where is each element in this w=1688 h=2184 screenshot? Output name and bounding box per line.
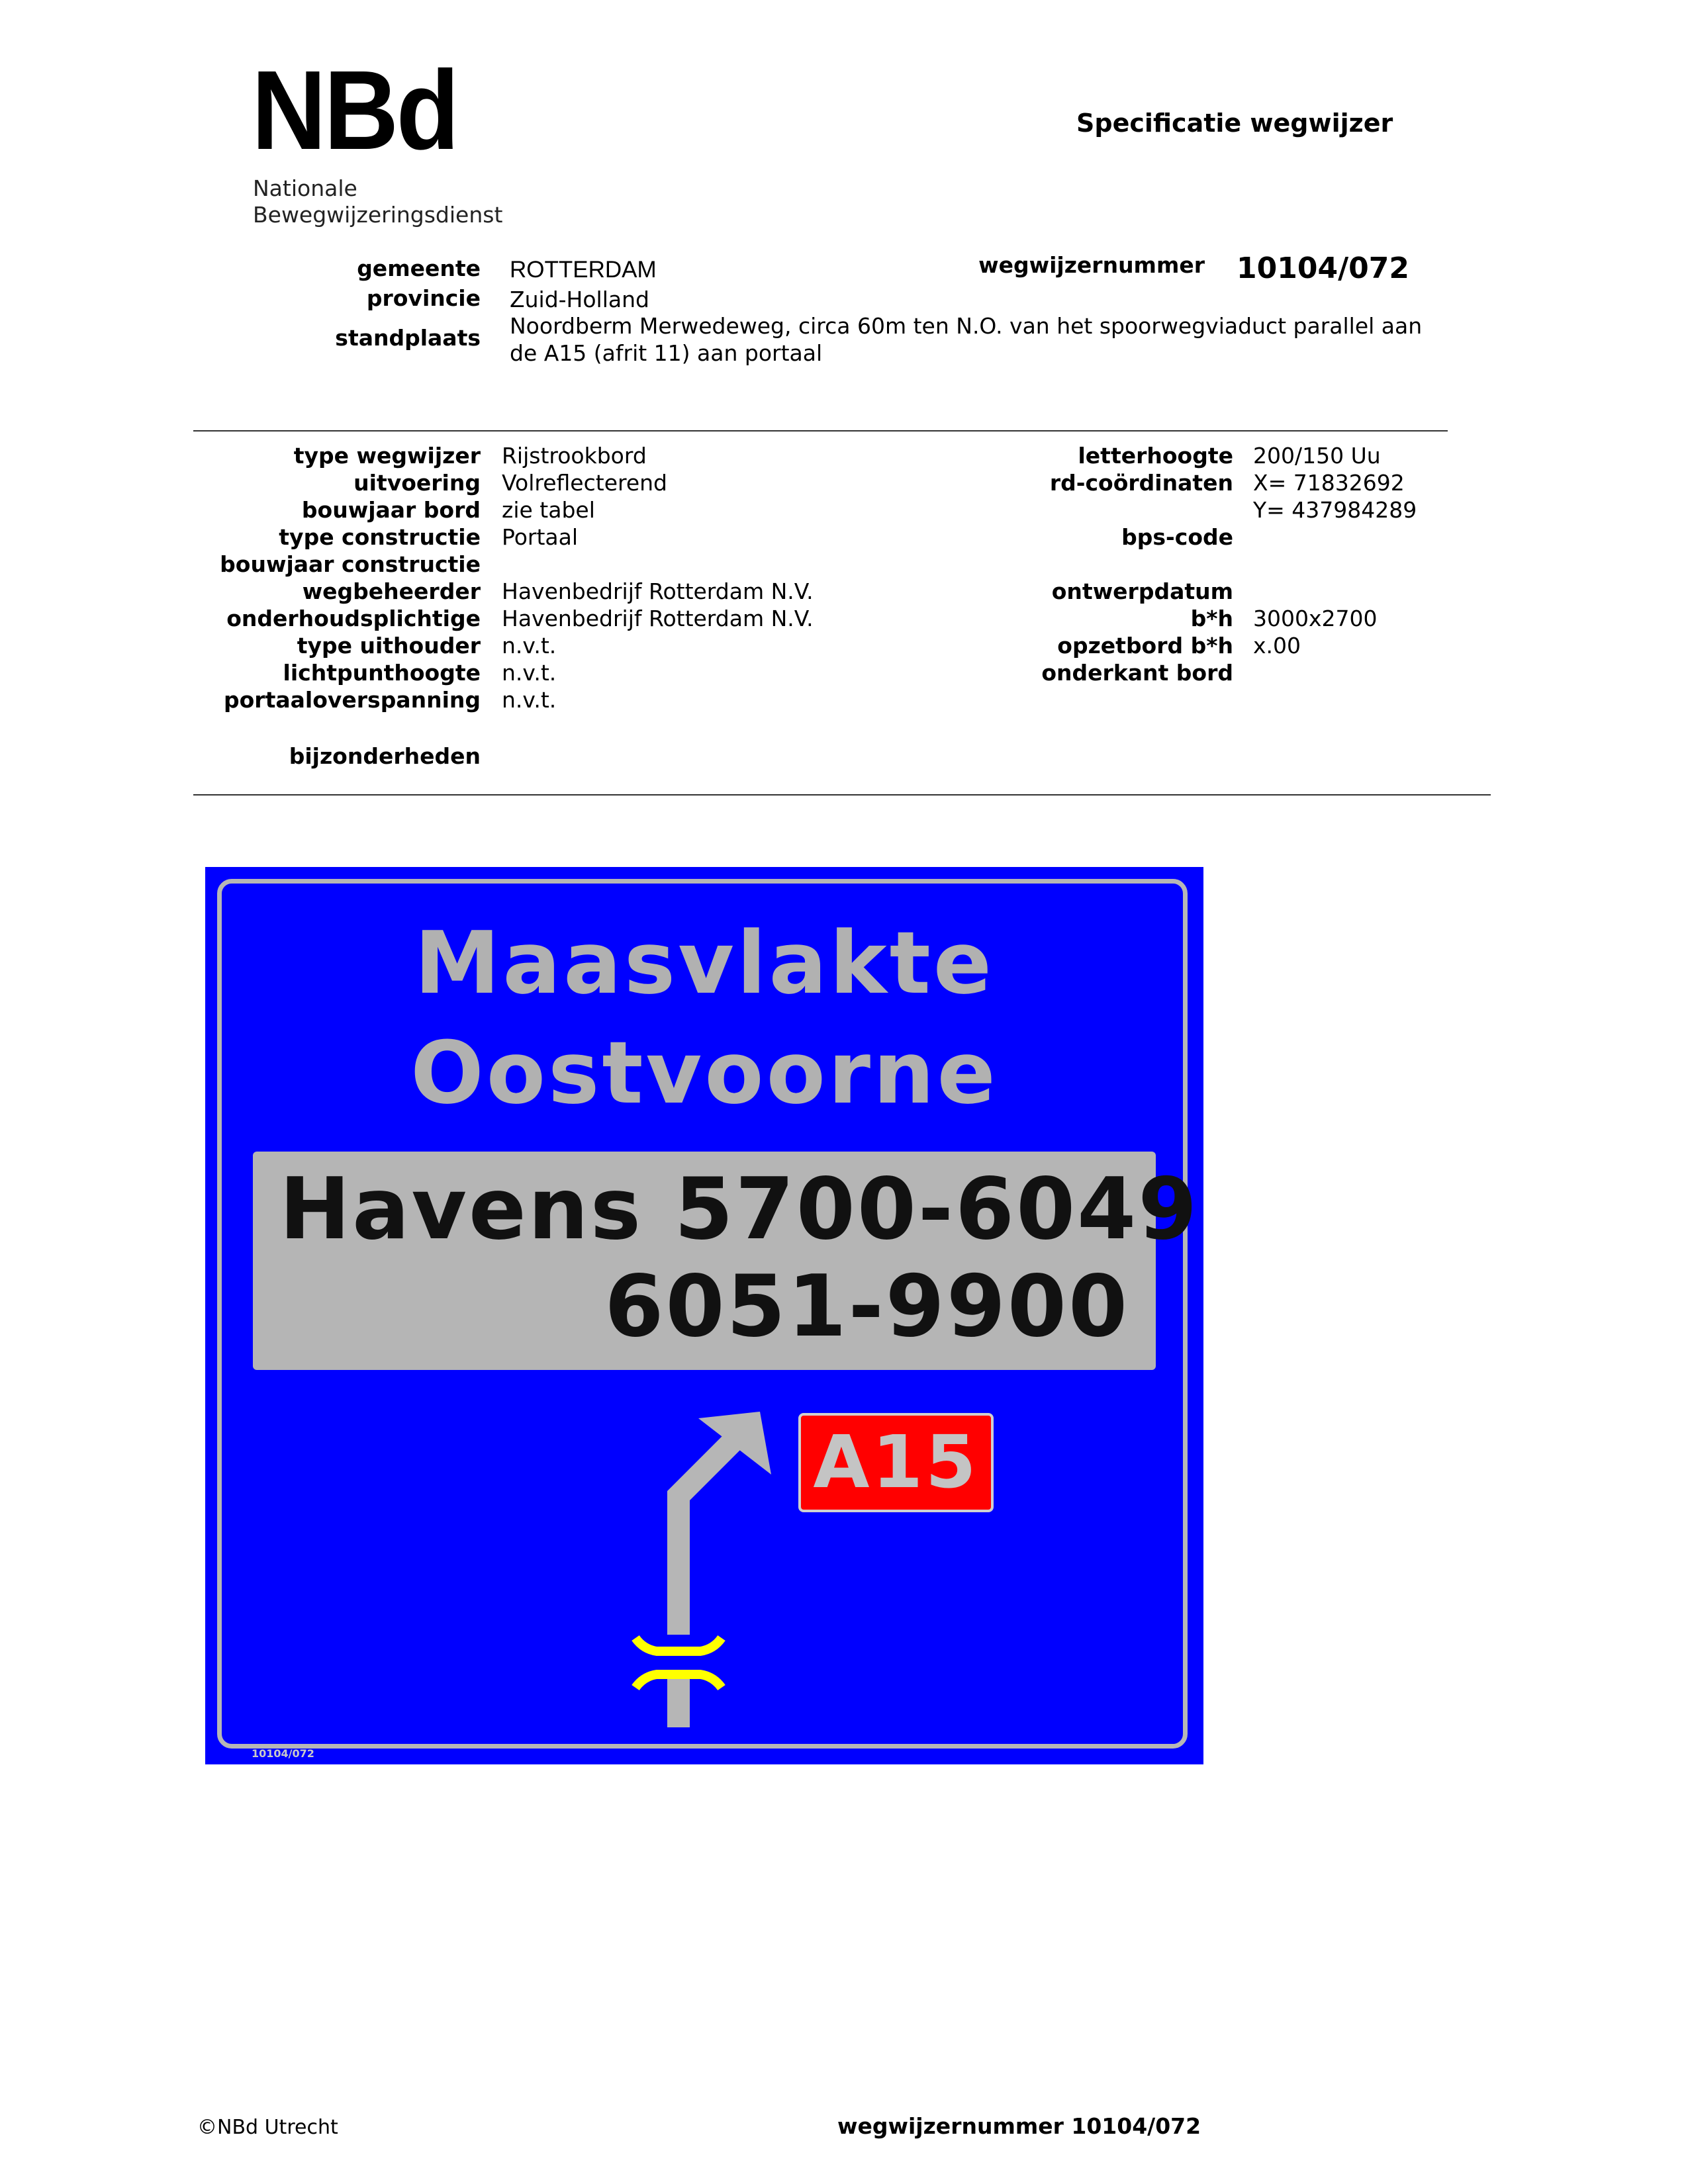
field-label: ontwerpdatum [1051,578,1233,604]
field-value: Y= 437984289 [1253,497,1417,523]
logo-subtitle-line2: Bewegwijzeringsdienst [253,202,503,228]
field-label: portaaloverspanning [224,687,481,713]
field-label: b*h [1190,606,1233,631]
header-divider [193,430,1448,432]
field-value: zie tabel [502,497,595,523]
field-value: Portaal [502,524,579,550]
road-sign [205,867,1203,1764]
nbd-logo: NBd [252,48,457,173]
logo-subtitle-line1: Nationale [253,175,357,201]
field-label: onderkant bord [1041,660,1233,686]
bijzonderheden-label: bijzonderheden [289,743,481,769]
field-label: bps-code [1121,524,1233,550]
lane-mark-upper [635,1638,722,1651]
field-label: uitvoering [353,470,481,496]
gemeente-value: ROTTERDAM [510,257,657,283]
field-value: n.v.t. [502,660,557,686]
document-title: Specificatie wegwijzer [1076,109,1393,138]
field-value: 200/150 Uu [1253,443,1381,469]
footer-wegwijzernummer: wegwijzernummer 10104/072 [837,2113,1201,2139]
field-label: letterhoogte [1078,443,1233,469]
lane-arrow-icon [616,1396,827,1741]
sign-grey-panel [253,1152,1199,1370]
field-label: bouwjaar bord [301,497,481,523]
field-label: rd-coördinaten [1049,470,1233,496]
provincie-value: Zuid-Holland [510,287,649,312]
arrow-shaft [679,1430,745,1635]
fields-divider [193,794,1491,796]
field-label: opzetbord b*h [1057,633,1233,659]
wegwijzernummer-value: 10104/072 [1237,251,1409,285]
standplaats-value-line2: de A15 (afrit 11) aan portaal [510,340,823,366]
sign-destination-2: Oostvoorne [410,1023,998,1123]
sign-panel-line1: Havens 5700-6049 [279,1160,1199,1259]
field-value: n.v.t. [502,687,557,713]
field-label: wegbeheerder [302,578,481,604]
field-value: 3000x2700 [1253,606,1378,631]
field-value: Rijstrookbord [502,443,647,469]
field-label: type constructie [279,524,481,550]
wegwijzernummer-label: wegwijzernummer [978,252,1205,278]
provincie-label: provincie [366,285,481,311]
field-value: Havenbedrijf Rotterdam N.V. [502,578,814,604]
field-label: lichtpunthoogte [283,660,481,686]
field-value: n.v.t. [502,633,557,659]
field-value: x.00 [1253,633,1301,659]
sign-id-label: 10104/072 [252,1747,314,1760]
sign-panel-line2: 6051-9900 [604,1257,1129,1356]
field-label: type uithouder [297,633,481,659]
field-value: X= 71832692 [1253,470,1405,496]
standplaats-label: standplaats [335,325,481,351]
sign-destination-1: Maasvlakte [414,913,994,1013]
route-shield-a15: A15 [798,1413,994,1512]
field-value: Havenbedrijf Rotterdam N.V. [502,606,814,631]
field-label: bouwjaar constructie [220,551,481,577]
standplaats-value-line1: Noordberm Merwedeweg, circa 60m ten N.O. van het spoorwegviaduct parallel aan [510,313,1423,339]
footer-copyright: ©NBd Utrecht [197,2116,338,2139]
field-label: type wegwijzer [293,443,481,469]
field-value: Volreflecterend [502,470,667,496]
field-label: onderhoudsplichtige [226,606,481,631]
gemeente-label: gemeente [357,255,481,281]
